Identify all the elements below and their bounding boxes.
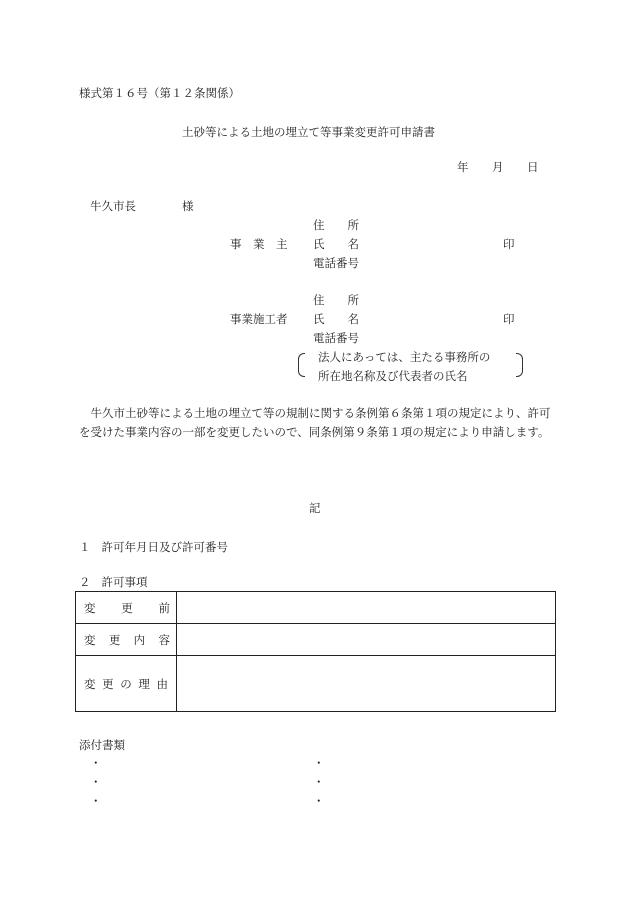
corporate-note-line2: 所在地名称及び代表者の氏名 bbox=[318, 369, 468, 383]
label-char: 前 bbox=[158, 600, 170, 615]
applicant-role: 事 業 主 bbox=[230, 237, 288, 251]
change-table bbox=[75, 591, 556, 712]
item-2 bbox=[79, 575, 148, 589]
row-label-content bbox=[76, 624, 177, 656]
label-char: 由 bbox=[156, 676, 168, 691]
label-char: の bbox=[120, 676, 132, 691]
row-label-before bbox=[76, 592, 177, 624]
item-1-label: 許可年月日及び許可番号 bbox=[101, 540, 228, 554]
label-char: 理 bbox=[138, 676, 150, 691]
contractor-name-label: 氏 名 bbox=[313, 312, 359, 326]
applicant-name-label: 氏 名 bbox=[313, 237, 359, 251]
row-label-reason bbox=[76, 656, 177, 712]
attachment-bullet: ・ bbox=[90, 794, 102, 808]
applicant-phone-label: 電話番号 bbox=[313, 256, 359, 270]
addressee-honorific: 様 bbox=[182, 199, 194, 213]
item-2-number: ２ bbox=[79, 575, 91, 589]
applicant-seal: 印 bbox=[503, 237, 515, 251]
content-value-cell[interactable] bbox=[177, 624, 556, 656]
body-paragraph: 牛久市土砂等による土地の埋立て等の規制に関する条例第６条第１項の規定により、許可を受けた事業内容の一部を変更したいので、同条例第９条第１項の規定により申請します。 bbox=[79, 406, 551, 439]
label-char: 更 bbox=[121, 600, 133, 615]
applicant-address-label: 住 所 bbox=[313, 218, 359, 232]
bracket-left bbox=[298, 353, 305, 377]
table-row bbox=[76, 624, 556, 656]
date-year: 年 bbox=[457, 160, 469, 174]
document-title: 土砂等による土地の埋立て等事業変更許可申請書 bbox=[182, 125, 435, 139]
date-day: 日 bbox=[527, 160, 539, 174]
label-char: 変 bbox=[84, 632, 96, 647]
label-char: 内 bbox=[133, 632, 146, 647]
label-char: 変 bbox=[84, 676, 96, 691]
contractor-role: 事業施工者 bbox=[230, 312, 288, 326]
attachment-bullet: ・ bbox=[313, 756, 325, 770]
attachments-heading: 添付書類 bbox=[79, 738, 125, 752]
table-row bbox=[76, 656, 556, 712]
label-char: 容 bbox=[158, 632, 170, 647]
ki-heading: 記 bbox=[309, 501, 321, 515]
attachment-bullet: ・ bbox=[313, 775, 325, 789]
before-value-cell[interactable] bbox=[177, 592, 556, 624]
contractor-seal: 印 bbox=[503, 312, 515, 326]
reason-value-cell[interactable] bbox=[177, 656, 556, 712]
date-month: 月 bbox=[492, 160, 504, 174]
addressee-name: 牛久市長 bbox=[90, 199, 136, 213]
label-char: 変 bbox=[84, 600, 96, 615]
corporate-note-line1: 法人にあっては、主たる事務所の bbox=[318, 350, 491, 364]
item-1-number: １ bbox=[79, 540, 91, 554]
item-2-label: 許可事項 bbox=[101, 575, 148, 589]
bracket-right bbox=[516, 353, 523, 377]
form-number: 様式第１６号（第１２条関係） bbox=[79, 86, 240, 100]
table-row bbox=[76, 592, 556, 624]
contractor-phone-label: 電話番号 bbox=[313, 331, 359, 345]
attachment-bullet: ・ bbox=[90, 756, 102, 770]
attachment-bullet: ・ bbox=[313, 794, 325, 808]
contractor-address-label: 住 所 bbox=[313, 293, 359, 307]
label-char: 更 bbox=[102, 676, 114, 691]
label-char: 更 bbox=[108, 632, 121, 647]
item-1 bbox=[79, 540, 228, 554]
attachment-bullet: ・ bbox=[90, 775, 102, 789]
